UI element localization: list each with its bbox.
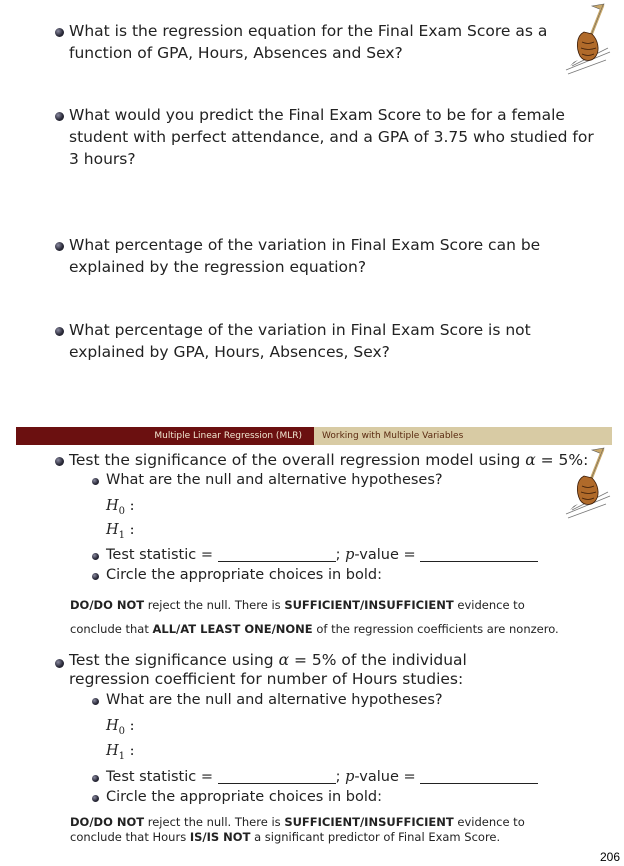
choice-reject[interactable]: DO/DO NOT	[70, 815, 145, 829]
section2-conclusion: DO/DO NOT reject the null. There is SUFFICIENT/INSUFFICIENT evidence to conclude that Hours IS/IS NOT a significant predictor of Final Exam Score.	[70, 815, 525, 844]
choice-evidence[interactable]: SUFFICIENT/INSUFFICIENT	[284, 815, 454, 829]
choice-reject[interactable]: DO/DO NOT	[70, 598, 145, 612]
section1-circle-instruction: Circle the appropriate choices in bold:	[106, 567, 382, 583]
p-value-blank[interactable]	[420, 769, 538, 784]
section2-circle-instruction: Circle the appropriate choices in bold:	[106, 789, 382, 805]
sub-bullet	[92, 775, 99, 782]
question-1: What is the regression equation for the Final Exam Score as a function of GPA, Hours, Absences and Sex?	[69, 22, 548, 62]
sub-bullet	[92, 553, 99, 560]
bullet	[55, 28, 64, 37]
bullet	[55, 112, 64, 121]
p-value-blank[interactable]	[420, 547, 538, 562]
section2-main: Test the significance using α = 5% of the individual regression coefficient for number of Hours studies:	[69, 651, 467, 688]
section1-hypotheses-prompt: What are the null and alternative hypotheses?	[106, 472, 443, 488]
question-3: What percentage of the variation in Final Exam Score can be explained by the regression equation?	[69, 236, 541, 276]
sub-bullet	[92, 478, 99, 485]
writing-hand-icon	[562, 2, 614, 76]
choice-significance[interactable]: IS/IS NOT	[189, 830, 251, 844]
section2-hypotheses-prompt: What are the null and alternative hypotheses?	[106, 692, 443, 708]
section-header-left: Multiple Linear Regression (MLR)	[16, 427, 314, 445]
section-header-right: Working with Multiple Variables	[314, 427, 612, 445]
bullet	[55, 327, 64, 336]
page-number: 206	[599, 850, 620, 864]
section2-h0: $H_0$ :	[106, 718, 135, 737]
section1-conclusion-line1: DO/DO NOT reject the null. There is SUFFICIENT/INSUFFICIENT evidence to	[70, 598, 525, 612]
bullet	[55, 659, 64, 668]
bullet	[55, 457, 64, 466]
test-statistic-blank[interactable]	[218, 769, 336, 784]
sub-bullet	[92, 698, 99, 705]
choice-coefficients[interactable]: ALL/AT LEAST ONE/NONE	[152, 622, 313, 636]
section1-conclusion-line2: conclude that ALL/AT LEAST ONE/NONE of the regression coefficients are nonzero.	[70, 622, 559, 636]
section1-h0: $H_0$ :	[106, 498, 135, 517]
section1-h1: $H_1$ :	[106, 522, 135, 541]
question-2: What would you predict the Final Exam Score to be for a female student with perfect attendance, and a GPA of 3.75 who studied for 3 hours?	[69, 106, 594, 168]
sub-bullet	[92, 573, 99, 580]
section1-test-statistic: Test statistic = ; p-value =	[106, 546, 538, 565]
section2-test-statistic: Test statistic = ; p-value =	[106, 768, 538, 787]
section1-main: Test the significance of the overall regression model using α = 5%:	[69, 451, 589, 469]
section2-h1: $H_1$ :	[106, 743, 135, 762]
sub-bullet	[92, 795, 99, 802]
question-4: What percentage of the variation in Final Exam Score is not explained by GPA, Hours, Absences, Sex?	[69, 321, 531, 361]
test-statistic-blank[interactable]	[218, 547, 336, 562]
choice-evidence[interactable]: SUFFICIENT/INSUFFICIENT	[284, 598, 454, 612]
bullet	[55, 242, 64, 251]
